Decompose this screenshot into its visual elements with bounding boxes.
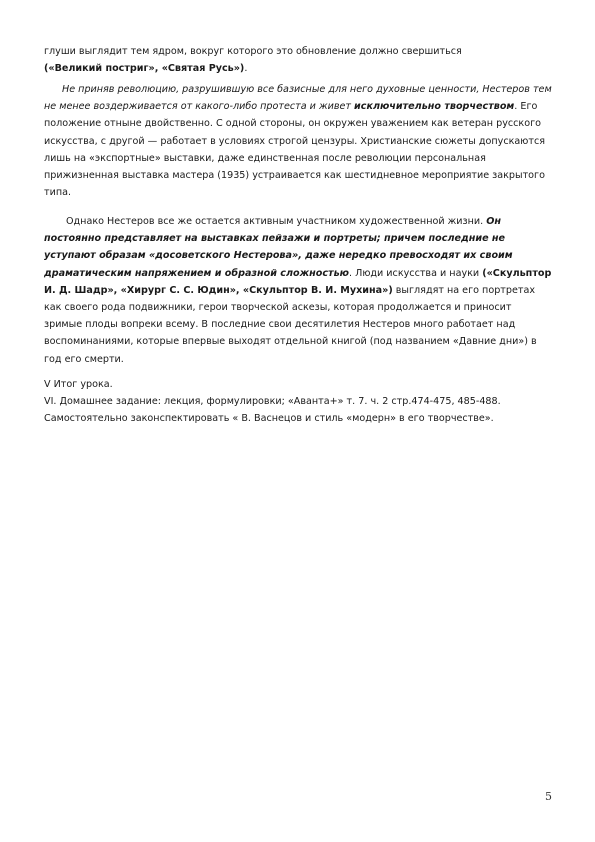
paragraph-1-end: . — [244, 63, 248, 75]
paragraph-2-text: . Его положение отныне двойственно. С одной стороны, он окружен уважением как ветеран русского искусства, с другой — работает в условиях строгой цензуры. Христианские сюжеты допускаются лишь на «экспортные» выставки, даже единственная после революции персональная прижизненная выставка мастера (1935) устраивается как шестидневное мероприятие закрытого типа. — [44, 101, 546, 199]
homework-paragraph: VI. Домашнее задание: лекция, формулировки; «Аванта+» т. 7. ч. 2 стр.474-475, 485-488. Самостоятельно законспектировать « В. Васнецов и стиль «модерн» в его творчестве». — [44, 396, 501, 425]
paragraph-2-bold-italic: исключительно творчеством — [354, 101, 515, 113]
paragraph-3-text: Однако Нестеров все же остается активным участником художественной жизни. — [66, 216, 487, 227]
paragraph-2 — [44, 81, 552, 201]
paragraph-3 — [44, 213, 552, 368]
page-number: 5 — [545, 790, 552, 803]
lesson-summary-heading: V Итог урока. — [44, 379, 113, 390]
paragraph-3-bold-italic: Он постоянно представляет на выставках пейзажи и портреты; причем последние не уступают образам «досоветского Нестерова», даже нередко превосходят их своим драматическим напряжением и образной сложностью — [44, 216, 513, 279]
paragraph-1 — [44, 43, 552, 77]
paragraph-1-bold-titles: («Великий постриг», «Святая Русь») — [44, 63, 245, 75]
paragraph-2-italic: Не приняв революцию, разрушившую все базисные для него духовные ценности, Нестеров тем не менее воздерживается от какого-либо протеста и живет — [44, 84, 552, 113]
paragraph-1-text: глуши выглядит тем ядром, вокруг которого это обновление должно свершиться — [44, 46, 462, 57]
paragraph-3-text-3: выглядят на его портретах как своего рода подвижники, герои творческой аскезы, которая продолжается и приносит зримые плоды вопреки всему. В последние свои десятилетия Нестеров много работает над воспоминаниями, которые впервые выходят отдельной книгой (под названием «Давние дни») в год его смерти. — [44, 284, 537, 365]
paragraph-3-text-2: . Люди искусства и науки — [349, 267, 483, 279]
paragraph-3-bold-portraits: («Скульптор И. Д. Шадр», «Хирург С. С. Юдин», «Скульптор В. И. Мухина») — [44, 267, 552, 296]
